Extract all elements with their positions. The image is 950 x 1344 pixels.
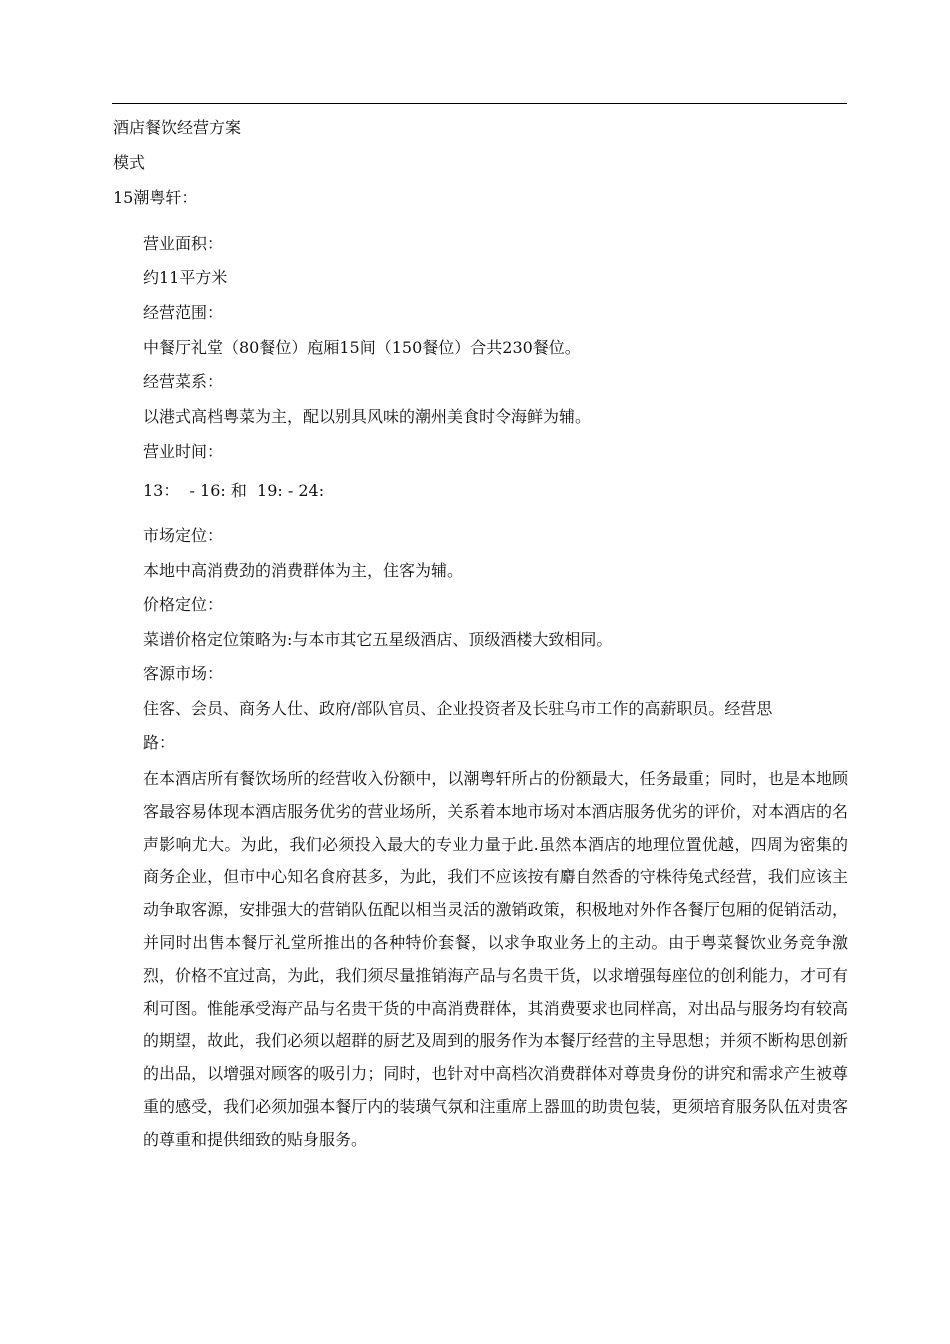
scope-label: 经营范围： [143, 303, 224, 322]
document-title: 酒店餐饮经营方案 [113, 118, 242, 137]
hours-value: 13： - 16: 和 19: - 24: [143, 481, 325, 500]
area-value: 约11平方米 [143, 268, 228, 287]
area-label: 营业面积： [143, 234, 224, 253]
cuisine-value: 以港式高档粤菜为主，配以别具风味的潮州美食时令海鲜为辅。 [143, 407, 592, 426]
section-heading: 15潮粤轩： [113, 188, 198, 207]
hours-label: 营业时间： [143, 442, 224, 461]
scope-value: 中餐厅礼堂（80餐位）庖厢15间（150餐位）合共230餐位。 [143, 338, 581, 357]
business-idea-paragraph: 在本酒店所有餐饮场所的经营收入份额中，以潮粤轩所占的份额最大，任务最重；同时，也是本地顾客最容易体现本酒店服务优劣的营业场所，关系着本地市场对本酒店服务优劣的评价，对本酒店的名声影响尤大。为此，我们必须投入最大的专业力量于此.虽然本酒店的地理位置优越，四周为密集的商务企业，但市中心知名食府甚多，为此，我们不应该按有麝自然香的守株待兔式经营，我们应该主动争取客源，安排强大的营销队伍配以相当灵活的激销政策，积极地对外作各餐厅包厢的促销活动，并同时出售本餐厅礼堂所推出的各种特价套餐，以求争取业务上的主动。由于粤菜餐饮业务竞争激烈，价格不宜过高，为此，我们须尽量推销海产品与名贵干货，以求增强每座位的创利能力，才可有利可图。惟能承受海产品与名贵干货的中高消费群体，其消费要求也同样高，对出品与服务均有较高的期望，故此，我们必须以超群的厨艺及周到的服务作为本餐厅经营的主导思想；并须不断构思创新的出品，以增强对顾客的吸引力；同时，也针对中高档次消费群体对尊贵身份的讲究和需求产生被尊重的感受，我们必须加强本餐厅内的装璜气氛和注重席上器皿的助贵包装，更须培育服务队伍对贵客的尊重和提供细致的贴身服务。 [143, 769, 848, 1149]
customer-value: 住客、会员、商务人仕、政府/部队官员、企业投资者及长驻乌市工作的高薪职员。经营思 [143, 699, 773, 718]
price-value: 菜谱价格定位策略为:与本市其它五星级酒店、顶级酒楼大致相同。 [143, 630, 613, 649]
customer-label: 客源市场： [143, 664, 224, 683]
market-label: 市场定位： [143, 526, 224, 545]
price-label: 价格定位： [143, 595, 224, 614]
customer-value-continued: 路： [143, 733, 176, 752]
market-value: 本地中高消费劲的消费群体为主，住客为辅。 [143, 561, 464, 580]
cuisine-label: 经营菜系： [143, 372, 224, 391]
header-divider [112, 103, 847, 104]
document-subtitle: 模式 [113, 153, 146, 172]
